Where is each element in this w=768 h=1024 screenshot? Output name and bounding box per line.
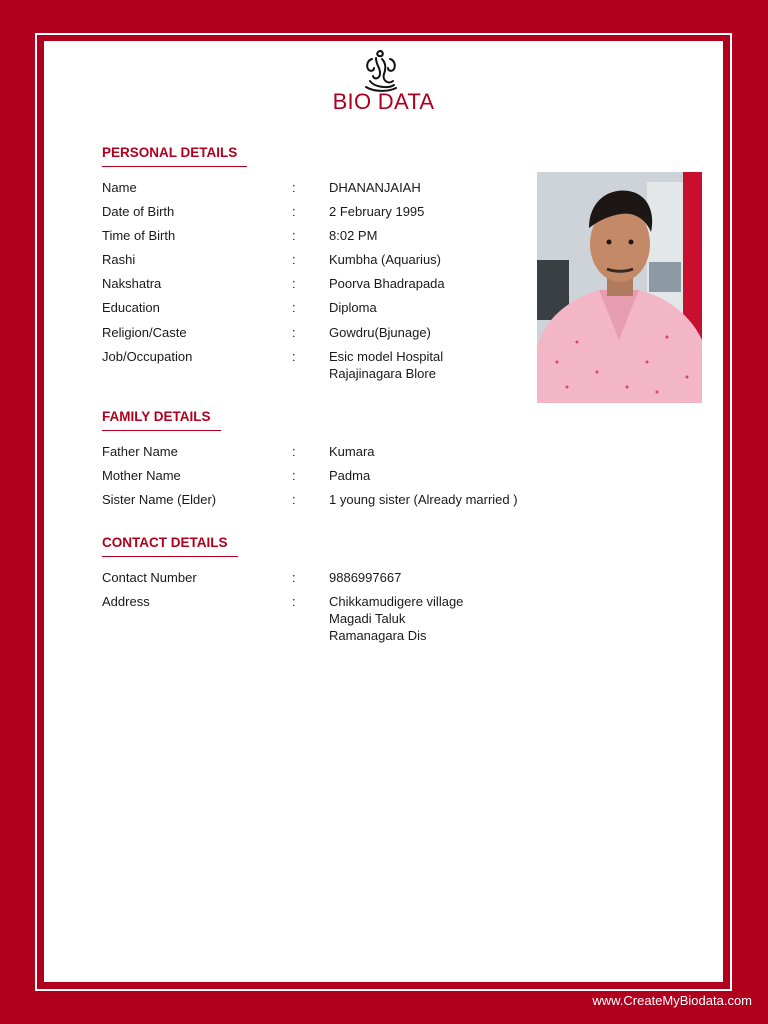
- field-value: [329, 324, 431, 341]
- family-details-heading: FAMILY DETAILS: [102, 409, 221, 431]
- separator: :: [292, 570, 296, 585]
- separator: :: [292, 349, 296, 364]
- separator: :: [292, 228, 296, 243]
- field-value: [329, 227, 377, 244]
- field-label: Mother Name: [102, 468, 181, 483]
- field-value-line: 1 young sister (Already married ): [329, 492, 518, 507]
- field-value-line: Kumbha (Aquarius): [329, 252, 441, 267]
- document-title: BIO DATA: [332, 89, 435, 114]
- field-value-line: Diploma: [329, 300, 377, 315]
- field-value: [329, 491, 518, 508]
- biodata-sheet: [44, 41, 723, 982]
- field-label: Sister Name (Elder): [102, 492, 217, 507]
- contact-details-heading: CONTACT DETAILS: [102, 535, 238, 557]
- field-value-line: Padma: [329, 468, 371, 483]
- separator: :: [292, 444, 296, 459]
- website-link[interactable]: www.CreateMyBiodata.com: [592, 993, 752, 1008]
- field-label: Time of Birth: [102, 228, 176, 243]
- field-value: [329, 179, 421, 196]
- profile-photo: [537, 172, 702, 403]
- personal-details-heading: PERSONAL DETAILS: [102, 145, 247, 167]
- field-value-line: DHANANJAIAH: [329, 180, 421, 195]
- field-value-line: 8:02 PM: [329, 228, 378, 243]
- field-label: Address: [102, 594, 150, 609]
- field-label: Religion/Caste: [102, 325, 187, 340]
- field-value-line: Gowdru(Bjunage): [329, 325, 431, 340]
- field-label: Name: [102, 180, 137, 195]
- field-label: Job/Occupation: [102, 349, 193, 364]
- field-value-line: Chikkamudigere village: [329, 594, 464, 609]
- separator: :: [292, 276, 296, 291]
- separator: :: [292, 204, 296, 219]
- field-label: Nakshatra: [102, 276, 162, 291]
- field-value: [329, 348, 443, 382]
- field-value: [329, 299, 377, 316]
- field-value-line: Poorva Bhadrapada: [329, 276, 445, 291]
- field-value: [329, 467, 370, 484]
- field-value-line: Kumara: [329, 444, 375, 459]
- separator: :: [292, 252, 296, 267]
- field-label: Date of Birth: [102, 204, 175, 219]
- field-value-line: Magadi Taluk: [329, 611, 406, 626]
- separator: :: [292, 492, 296, 507]
- field-label: Rashi: [102, 252, 136, 267]
- field-value: [329, 569, 401, 586]
- field-value-line: Rajajinagara Blore: [329, 366, 436, 381]
- ganesha-icon: [360, 47, 402, 93]
- separator: :: [292, 300, 296, 315]
- field-value-line: 9886997667: [329, 570, 402, 585]
- field-value: [329, 275, 445, 292]
- field-label: Father Name: [102, 444, 178, 459]
- field-label: Education: [102, 300, 160, 315]
- separator: :: [292, 180, 296, 195]
- field-value-line: Esic model Hospital: [329, 349, 444, 364]
- field-value-line: Ramanagara Dis: [329, 628, 427, 643]
- separator: :: [292, 468, 296, 483]
- field-label: Contact Number: [102, 570, 197, 585]
- field-value-line: 2 February 1995: [329, 204, 425, 219]
- field-value: [329, 251, 441, 268]
- field-value: [329, 203, 424, 220]
- separator: :: [292, 325, 296, 340]
- separator: :: [292, 594, 296, 609]
- field-value: [329, 593, 463, 644]
- profile-photo-image: [537, 172, 702, 403]
- field-value: [329, 443, 375, 460]
